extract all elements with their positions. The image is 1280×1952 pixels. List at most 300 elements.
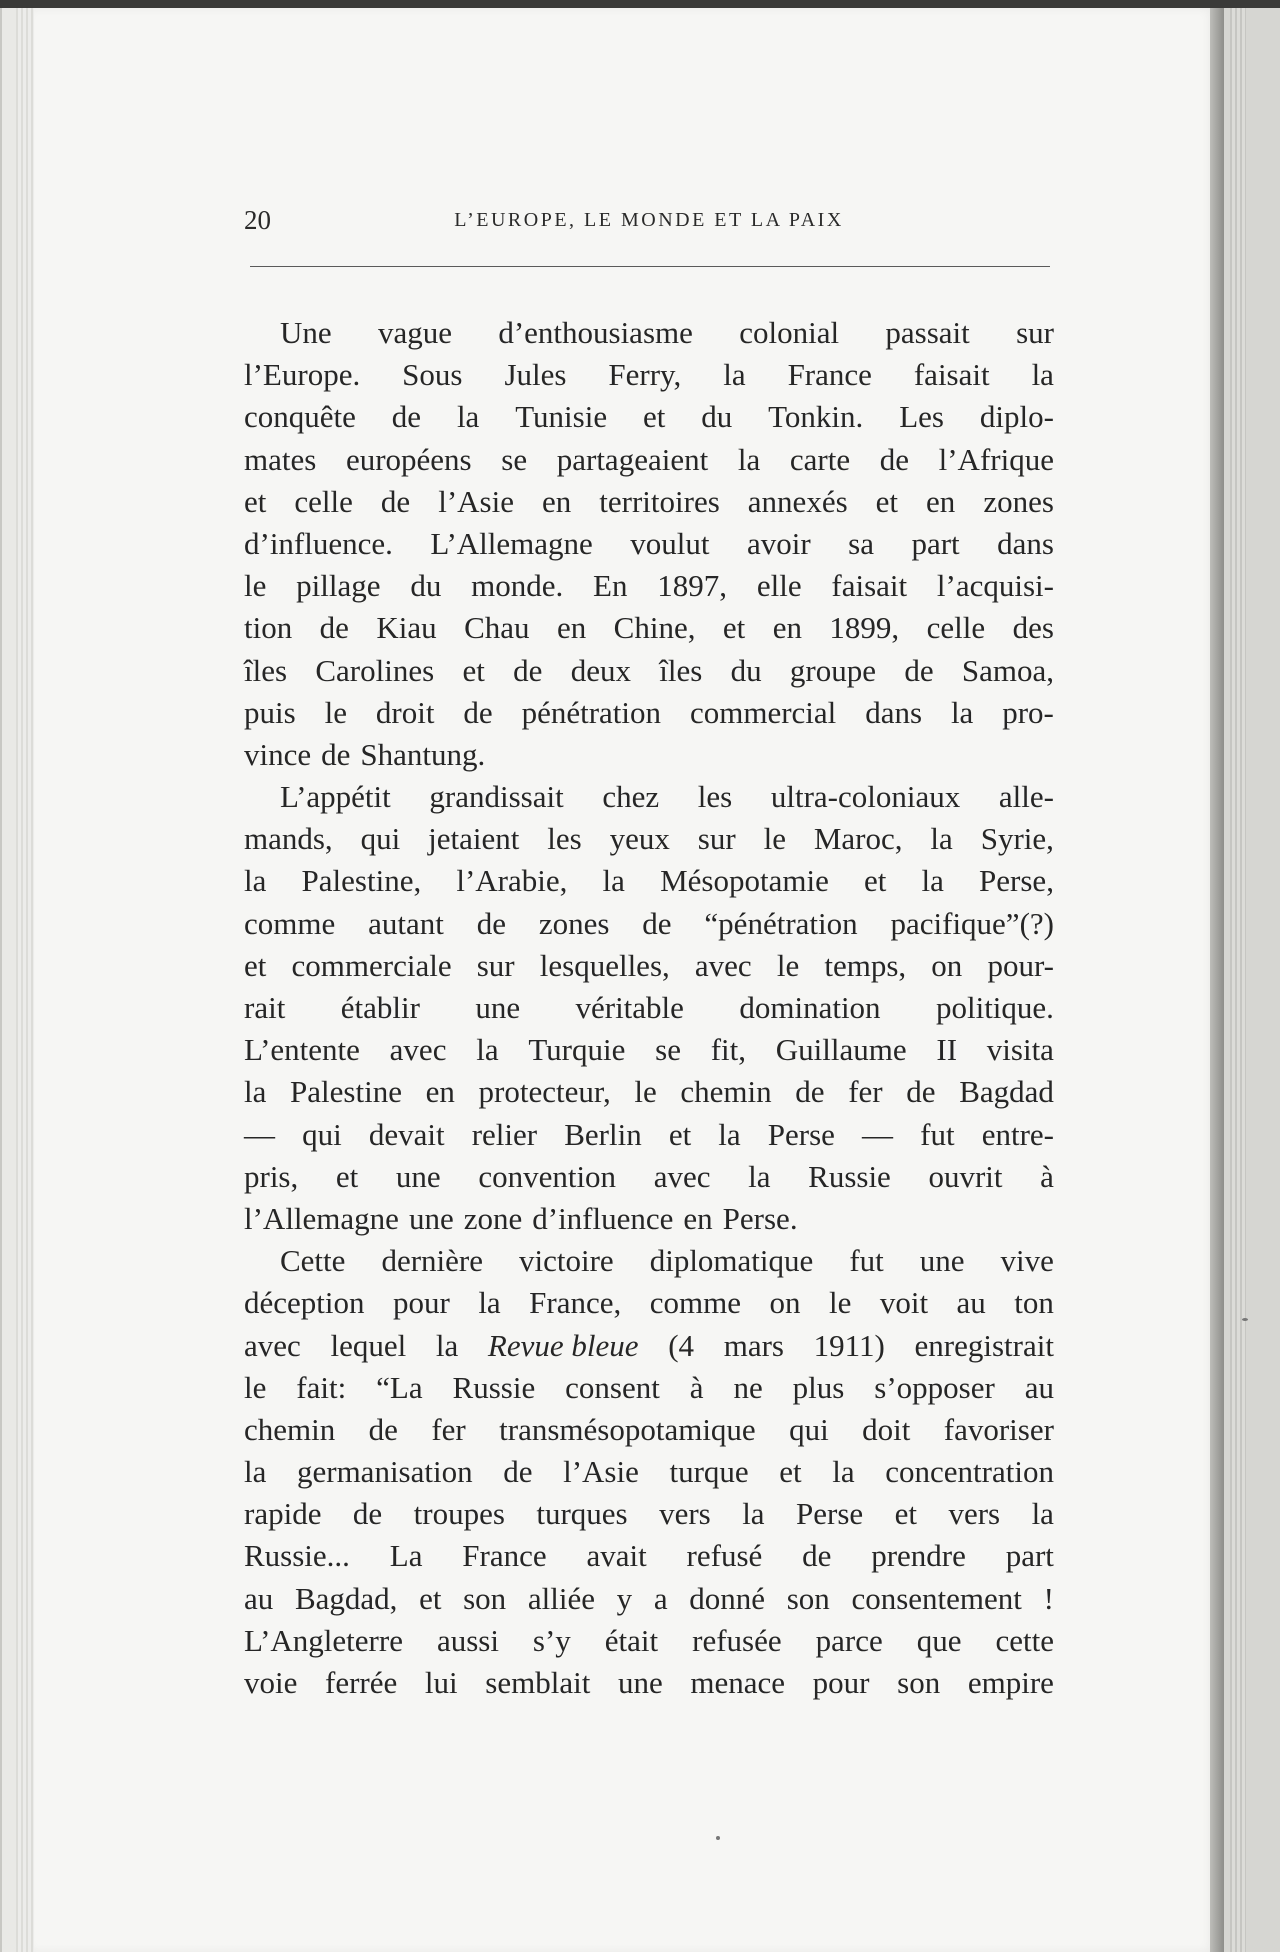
- word: sur: [1016, 315, 1054, 350]
- text-line: [244, 523, 1054, 565]
- word: Perse.: [722, 1200, 798, 1236]
- text-line: [244, 1409, 1054, 1451]
- text-line: [244, 1578, 1054, 1620]
- word: annexés: [747, 483, 848, 519]
- word: déception: [244, 1285, 365, 1321]
- word: Perse: [796, 1496, 864, 1532]
- word: avoir: [746, 525, 811, 561]
- word: L’appétit: [280, 779, 391, 815]
- word: L’Allemagne: [430, 525, 593, 561]
- text-line: [244, 312, 1054, 354]
- word: protecteur,: [478, 1074, 611, 1110]
- word: avait: [586, 1538, 647, 1574]
- word: pris,: [244, 1158, 299, 1194]
- word: le: [634, 1074, 657, 1110]
- text-line: [244, 565, 1054, 607]
- text-line: [244, 734, 1054, 776]
- word: France: [787, 357, 872, 393]
- word: et: [335, 1158, 359, 1194]
- word: celle: [294, 483, 353, 519]
- text-line: [244, 1282, 1054, 1324]
- word: la: [748, 1158, 771, 1194]
- word: 1899,: [829, 610, 900, 646]
- word: Samoa,: [961, 652, 1054, 688]
- word: cette: [995, 1622, 1054, 1658]
- word: voie: [244, 1665, 298, 1700]
- word: pro-: [1002, 694, 1054, 730]
- word: et: [779, 1454, 802, 1490]
- word: 1911): [813, 1327, 885, 1363]
- word: colonial: [739, 315, 840, 350]
- word: dernière: [381, 1243, 483, 1279]
- word: puis: [244, 694, 296, 730]
- word: menace: [690, 1665, 786, 1700]
- word: à: [689, 1369, 704, 1405]
- word: commerciale: [291, 947, 452, 983]
- word: passait: [885, 315, 970, 350]
- word: pénétration: [521, 694, 662, 730]
- word: en: [556, 610, 587, 646]
- word: 1897,: [657, 568, 728, 604]
- word: ton: [1014, 1285, 1054, 1321]
- word: politique.: [935, 990, 1054, 1025]
- word: chemin: [244, 1411, 336, 1447]
- word: elle: [756, 568, 802, 604]
- word: Cette: [280, 1243, 346, 1279]
- word: le: [776, 947, 800, 983]
- word: rait: [244, 990, 286, 1025]
- word: yeux: [609, 821, 670, 857]
- running-title: L’EUROPE, LE MONDE ET LA PAIX: [454, 209, 844, 231]
- running-head: [244, 205, 1054, 245]
- word: Revue bleue: [487, 1327, 639, 1363]
- word: groupe: [789, 652, 877, 688]
- word: l’acquisi-: [936, 568, 1054, 604]
- word: et: [419, 1580, 442, 1616]
- word: rapide: [244, 1496, 322, 1532]
- word: Palestine: [290, 1074, 402, 1110]
- word: et: [722, 610, 746, 646]
- word: devait: [368, 1116, 445, 1152]
- text-line: [244, 1240, 1054, 1282]
- word: fer: [848, 1074, 883, 1110]
- word: qui: [302, 1116, 342, 1152]
- word: Syrie,: [980, 821, 1054, 857]
- word: troupes: [413, 1496, 505, 1532]
- word: d’influence: [532, 1200, 674, 1236]
- word: Russie...: [244, 1538, 350, 1574]
- word: Shantung.: [360, 736, 486, 772]
- word: Berlin: [564, 1116, 642, 1152]
- word: son: [897, 1665, 941, 1700]
- word: fut: [920, 1116, 955, 1152]
- word: une: [475, 990, 521, 1025]
- word: de: [463, 694, 493, 730]
- word: droit: [375, 694, 435, 730]
- word: convention: [478, 1158, 617, 1194]
- word: fer: [431, 1411, 466, 1447]
- word: îles: [659, 652, 703, 688]
- word: le: [244, 1369, 267, 1405]
- word: de: [368, 1411, 398, 1447]
- word: Mésopotamie: [660, 863, 829, 899]
- word: Jules: [504, 357, 567, 393]
- word: la: [244, 1454, 267, 1490]
- word: la: [456, 399, 480, 435]
- word: (4: [668, 1327, 695, 1363]
- word: lui: [424, 1665, 458, 1700]
- word: domination: [739, 990, 881, 1025]
- word: “pénétration: [704, 905, 858, 941]
- word: lesquelles,: [539, 947, 670, 983]
- word: carte: [789, 441, 851, 477]
- word: le: [763, 821, 786, 857]
- word: jetaient: [428, 821, 520, 857]
- word: zones: [983, 483, 1054, 519]
- word: Tonkin.: [768, 399, 864, 435]
- word: Bagdad,: [294, 1580, 398, 1616]
- word: de: [321, 736, 351, 772]
- word: Maroc,: [813, 821, 903, 857]
- word: consent: [565, 1369, 660, 1405]
- word: de: [904, 652, 934, 688]
- word: Une: [280, 315, 332, 350]
- word: relier: [471, 1116, 538, 1152]
- word: commercial: [689, 694, 837, 730]
- word: “La: [376, 1369, 423, 1405]
- text-line: [244, 860, 1054, 902]
- word: pillage: [296, 568, 381, 604]
- word: la: [723, 357, 746, 393]
- word: Perse,: [979, 863, 1054, 899]
- word: Tunisie: [515, 399, 608, 435]
- word: L’Angleterre: [244, 1622, 403, 1658]
- word: deux: [570, 652, 631, 688]
- word: de: [319, 610, 349, 646]
- word: Chau: [464, 610, 530, 646]
- word: mands,: [244, 821, 333, 857]
- word: II: [936, 1032, 958, 1068]
- word: France: [462, 1538, 547, 1574]
- word: !: [1043, 1580, 1054, 1616]
- page-number: 20: [244, 205, 271, 235]
- word: de: [795, 1074, 825, 1110]
- word: plus: [792, 1369, 845, 1405]
- word: l’Europe.: [244, 357, 361, 393]
- header-rule: [250, 266, 1050, 267]
- word: aussi: [436, 1622, 499, 1658]
- word: Kiau: [376, 610, 437, 646]
- facing-page-edge: [1224, 8, 1280, 1952]
- word: enregistrait: [914, 1327, 1054, 1363]
- word: en: [772, 610, 802, 646]
- text-line: [244, 1662, 1054, 1704]
- word: la: [930, 821, 953, 857]
- word: L’entente: [244, 1032, 360, 1068]
- word: du: [730, 652, 762, 688]
- word: a: [653, 1580, 668, 1616]
- text-line: [244, 1071, 1054, 1113]
- text-line: [244, 396, 1054, 438]
- text-line: [244, 607, 1054, 649]
- scan-speck: [1242, 1318, 1248, 1321]
- word: Bagdad: [959, 1074, 1054, 1110]
- word: sur: [697, 821, 736, 857]
- word: part: [911, 525, 960, 561]
- word: alle-: [998, 779, 1054, 815]
- word: avec: [694, 947, 752, 983]
- word: pour: [393, 1285, 450, 1321]
- word: en: [541, 483, 572, 519]
- word: les: [547, 821, 582, 857]
- word: qui: [360, 821, 401, 857]
- word: vers: [659, 1496, 711, 1532]
- text-line: [244, 692, 1054, 734]
- word: le: [828, 1285, 852, 1321]
- text-line: [244, 354, 1054, 396]
- word: la: [244, 1074, 267, 1110]
- text-line: [244, 650, 1054, 692]
- text-line: [244, 1367, 1054, 1409]
- word: de: [513, 652, 543, 688]
- word: vive: [1000, 1243, 1054, 1279]
- word: au: [1024, 1369, 1054, 1405]
- word: refusée: [692, 1622, 782, 1658]
- word: le: [244, 568, 267, 604]
- word: et: [875, 483, 899, 519]
- word: en: [683, 1200, 713, 1236]
- text-line: [244, 945, 1054, 987]
- word: dans: [997, 525, 1054, 561]
- word: une: [395, 1158, 441, 1194]
- word: la: [737, 441, 761, 477]
- word: voit: [879, 1285, 929, 1321]
- word: îles: [244, 652, 288, 688]
- word: avec: [389, 1032, 447, 1068]
- word: zones: [538, 905, 610, 941]
- word: de: [879, 441, 909, 477]
- word: mars: [723, 1327, 784, 1363]
- word: monde.: [471, 568, 564, 604]
- word: semblait: [485, 1665, 591, 1700]
- word: partageaient: [556, 441, 709, 477]
- word: En: [593, 568, 628, 604]
- scan-speck: [716, 1836, 720, 1840]
- text-line: [244, 1535, 1054, 1577]
- word: la: [478, 1285, 501, 1321]
- word: doit: [862, 1411, 911, 1447]
- word: turques: [536, 1496, 628, 1532]
- word: et: [244, 483, 267, 519]
- word: et: [643, 399, 666, 435]
- word: la: [742, 1496, 765, 1532]
- word: et: [244, 947, 267, 983]
- text-line: [244, 903, 1054, 945]
- word: l’Asie: [438, 483, 514, 519]
- text-line: [244, 1620, 1054, 1662]
- word: pour-: [987, 947, 1054, 983]
- word: qui: [789, 1411, 829, 1447]
- word: était: [604, 1622, 659, 1658]
- word: et: [863, 863, 887, 899]
- body-text: [244, 312, 1054, 1704]
- text-line: [244, 1325, 1054, 1367]
- word: que: [916, 1622, 962, 1658]
- word: consentement: [851, 1580, 1022, 1616]
- word: ferrée: [325, 1665, 398, 1700]
- word: de: [352, 1496, 383, 1532]
- text-line: [244, 439, 1054, 481]
- word: Russie: [452, 1369, 536, 1405]
- word: les: [697, 779, 733, 815]
- word: faisait: [913, 357, 990, 393]
- word: son: [786, 1580, 830, 1616]
- word: la: [1031, 357, 1054, 393]
- word: la: [832, 1454, 855, 1490]
- word: véritable: [575, 990, 684, 1025]
- word: la: [950, 694, 974, 730]
- word: la: [476, 1032, 499, 1068]
- page-gutter-shadow: [1210, 8, 1224, 1952]
- word: part: [1005, 1538, 1054, 1574]
- word: Palestine,: [301, 863, 422, 899]
- word: Les: [899, 399, 944, 435]
- text-line: [244, 1451, 1054, 1493]
- word: d’influence.: [244, 525, 393, 561]
- word: l’Allemagne: [244, 1200, 399, 1236]
- word: la: [602, 863, 625, 899]
- word: de: [391, 399, 422, 435]
- word: la: [921, 863, 944, 899]
- word: Russie: [808, 1158, 891, 1194]
- word: turque: [669, 1454, 749, 1490]
- text-line: [244, 776, 1054, 818]
- word: vers: [948, 1496, 1001, 1532]
- text-line: [244, 1114, 1054, 1156]
- word: grandissait: [429, 779, 564, 815]
- word: celle: [926, 610, 986, 646]
- word: à: [1040, 1158, 1054, 1194]
- word: concentration: [885, 1454, 1054, 1490]
- word: de: [642, 905, 672, 941]
- word: son: [463, 1580, 507, 1616]
- word: alliée: [527, 1580, 595, 1616]
- word: de: [906, 1074, 936, 1110]
- word: de: [503, 1454, 533, 1490]
- word: diplo-: [979, 399, 1054, 435]
- word: Perse: [767, 1116, 835, 1152]
- word: Sous: [402, 357, 463, 393]
- word: fit,: [710, 1032, 747, 1068]
- word: du: [701, 399, 733, 435]
- word: en: [425, 1074, 455, 1110]
- word: de: [802, 1538, 832, 1574]
- text-line: [244, 987, 1054, 1029]
- text-line: [244, 1029, 1054, 1071]
- word: pacifique”(?): [890, 905, 1054, 941]
- word: victoire: [519, 1243, 614, 1279]
- word: y: [616, 1580, 633, 1616]
- text-line: [244, 481, 1054, 523]
- word: on: [931, 947, 963, 983]
- word: et: [894, 1496, 917, 1532]
- word: prendre: [871, 1538, 966, 1574]
- word: la: [435, 1327, 459, 1363]
- word: avec: [244, 1327, 301, 1363]
- word: au: [956, 1285, 986, 1321]
- word: la: [718, 1116, 741, 1152]
- word: sa: [848, 525, 874, 561]
- word: autant: [368, 905, 444, 941]
- word: comme: [649, 1285, 741, 1321]
- word: l’Afrique: [938, 441, 1054, 477]
- word: s’opposer: [874, 1369, 995, 1405]
- word: Guillaume: [775, 1032, 907, 1068]
- word: ouvrit: [928, 1158, 1003, 1194]
- word: zone: [463, 1200, 523, 1236]
- word: une: [617, 1665, 663, 1700]
- word: comme: [244, 905, 336, 941]
- word: empire: [967, 1665, 1054, 1700]
- word: parce: [815, 1622, 883, 1658]
- word: territoires: [599, 483, 720, 519]
- word: au: [244, 1580, 274, 1616]
- word: en: [926, 483, 956, 519]
- word: Turquie: [528, 1032, 626, 1068]
- word: une: [408, 1200, 454, 1236]
- word: visita: [986, 1032, 1054, 1068]
- word: la: [244, 863, 267, 899]
- word: tion: [244, 610, 293, 646]
- word: se: [655, 1032, 681, 1068]
- word: se: [501, 441, 528, 477]
- word: —: [862, 1116, 894, 1152]
- word: ultra-coloniaux: [770, 779, 961, 815]
- word: favoriser: [943, 1411, 1054, 1447]
- word: conquête: [244, 399, 356, 435]
- word: refusé: [686, 1538, 763, 1574]
- word: faisait: [831, 568, 908, 604]
- word: vince: [244, 736, 312, 772]
- word: La: [389, 1538, 423, 1574]
- word: s’y: [532, 1622, 571, 1658]
- text-line: [244, 1156, 1054, 1198]
- word: dans: [865, 694, 923, 730]
- word: chemin: [680, 1074, 772, 1110]
- word: d’enthousiasme: [498, 315, 693, 350]
- word: on: [769, 1285, 801, 1321]
- word: la: [1031, 1496, 1054, 1532]
- word: vague: [377, 315, 452, 350]
- word: entre-: [981, 1116, 1054, 1152]
- word: européens: [345, 441, 472, 477]
- text-line: [244, 818, 1054, 860]
- word: fut: [849, 1243, 884, 1279]
- word: mates: [244, 441, 317, 477]
- text-line: [244, 1493, 1054, 1535]
- word: le: [324, 694, 347, 730]
- word: transmésopotamique: [499, 1411, 756, 1447]
- word: fait:: [296, 1369, 347, 1405]
- word: l’Asie: [563, 1454, 639, 1490]
- word: l’Arabie,: [456, 863, 568, 899]
- word: du: [410, 568, 442, 604]
- word: établir: [340, 990, 420, 1025]
- word: de: [380, 483, 411, 519]
- word: Ferry,: [608, 357, 682, 393]
- word: chez: [602, 779, 660, 815]
- word: germanisation: [296, 1454, 473, 1490]
